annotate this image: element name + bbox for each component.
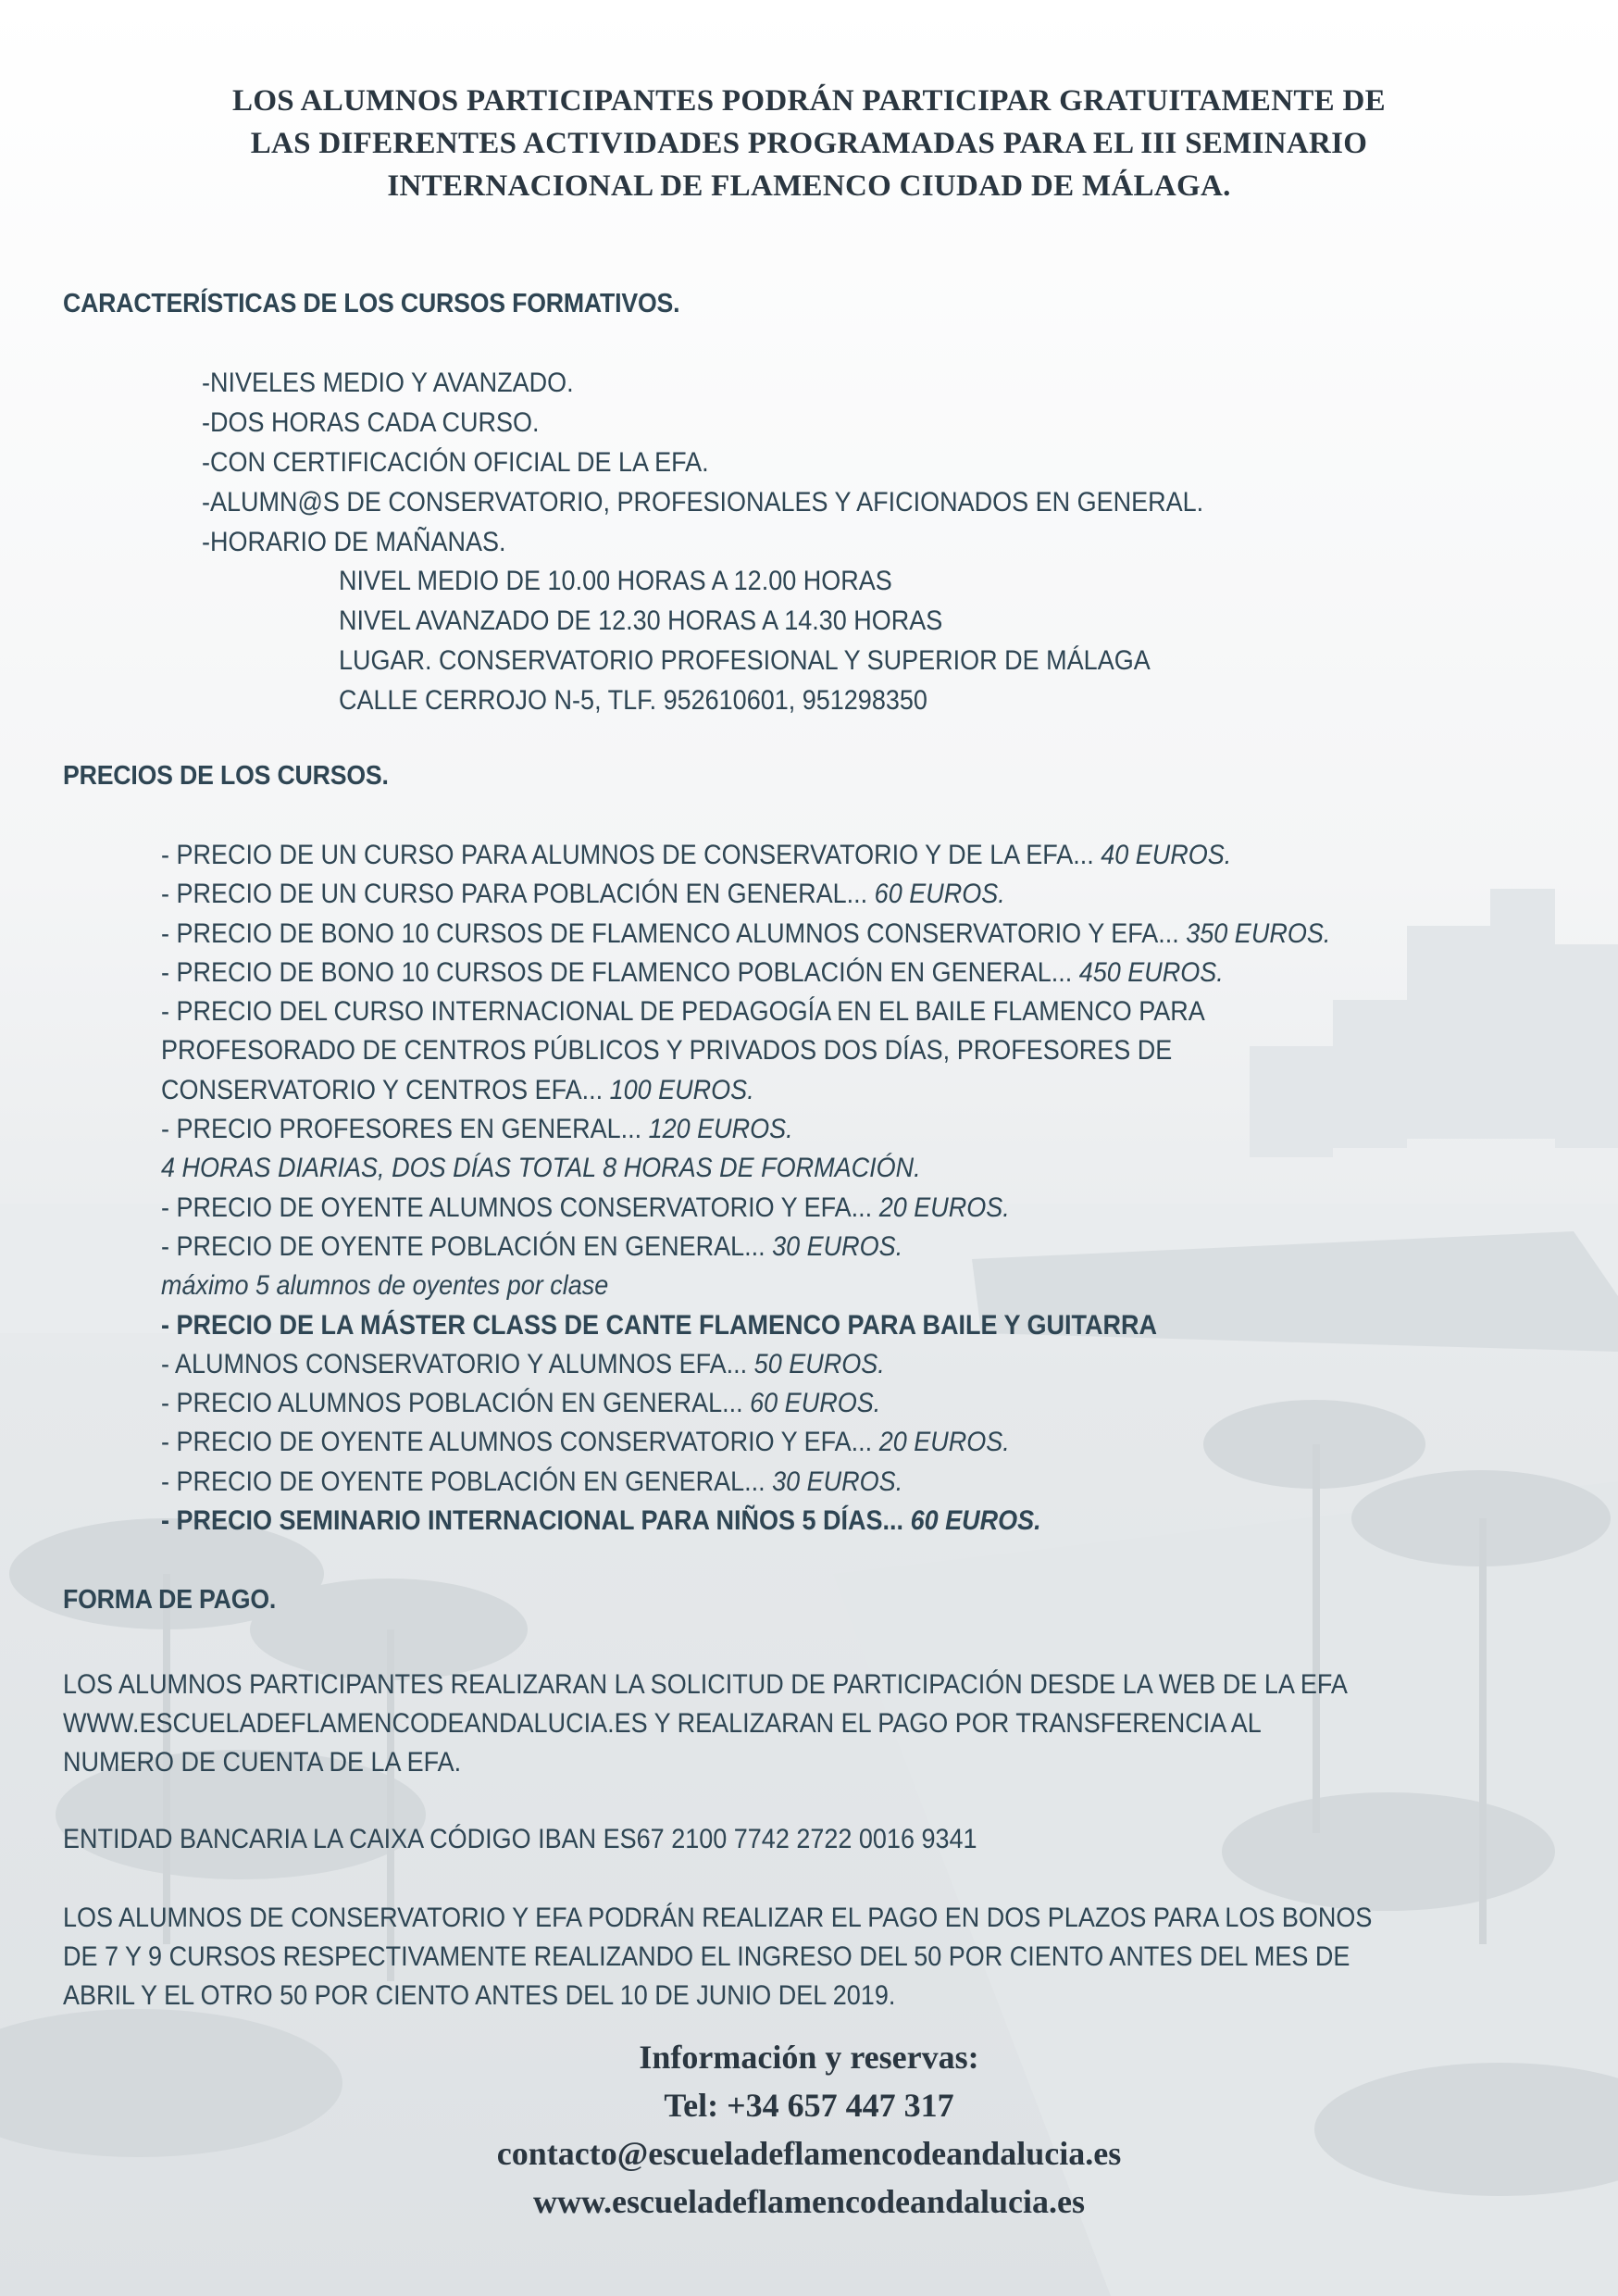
price-line bbox=[161, 1306, 1330, 1345]
paragraph-line: NUMERO DE CUENTA DE LA EFA. bbox=[63, 1747, 462, 1778]
list-item: -CON CERTIFICACIÓN OFICIAL DE LA EFA. bbox=[202, 447, 709, 478]
price-desc: - PRECIO DE LA MÁSTER CLASS DE CANTE FLAMENCO PARA BAILE Y GUITARRA bbox=[161, 1309, 1158, 1341]
detail-line: NIVEL AVANZADO DE 12.30 HORAS A 14.30 HORAS bbox=[339, 605, 943, 636]
detail-line: NIVEL MEDIO DE 10.00 HORAS A 12.00 HORAS bbox=[339, 566, 892, 596]
precios-title: PRECIOS DE LOS CURSOS. bbox=[63, 761, 389, 791]
paragraph-line: ABRIL Y EL OTRO 50 POR CIENTO ANTES DEL 10 DE JUNIO DEL 2019. bbox=[63, 1980, 896, 2011]
forma-pago-title: FORMA DE PAGO. bbox=[63, 1585, 277, 1615]
detail-line: LUGAR. CONSERVATORIO PROFESIONAL Y SUPERIOR DE MÁLAGA bbox=[339, 645, 1151, 676]
price-amount: 30 EUROS. bbox=[765, 1230, 903, 1262]
price-line bbox=[161, 1031, 1330, 1070]
contact-heading: Información y reservas: bbox=[639, 2039, 979, 2076]
price-amount: 40 EUROS. bbox=[1093, 840, 1232, 870]
precios-list bbox=[161, 836, 1461, 1541]
contact-phone[interactable]: Tel: +34 657 447 317 bbox=[664, 2087, 954, 2124]
price-line bbox=[161, 875, 1330, 914]
headline-line: LOS ALUMNOS PARTICIPANTES PODRÁN PARTICIPAR GRATUITAMENTE DE bbox=[232, 84, 1386, 118]
price-amount: 100 EUROS. bbox=[603, 1074, 754, 1105]
list-item: -HORARIO DE MAÑANAS. bbox=[202, 527, 506, 557]
price-amount: 50 EUROS. bbox=[747, 1348, 885, 1379]
plazos-paragraph bbox=[63, 1899, 1518, 2015]
price-line bbox=[161, 1071, 1330, 1110]
price-desc: - PRECIO SEMINARIO INTERNACIONAL PARA NIÑOS 5 DÍAS... bbox=[161, 1505, 904, 1537]
price-amount: 20 EUROS. bbox=[872, 1192, 1010, 1223]
price-desc: - PRECIO DE UN CURSO PARA ALUMNOS DE CONSERVATORIO Y DE LA EFA... bbox=[161, 840, 1094, 870]
horario-details bbox=[339, 561, 1240, 720]
price-desc: PROFESORADO DE CENTROS PÚBLICOS Y PRIVADOS DOS DÍAS, PROFESORES DE bbox=[161, 1035, 1173, 1067]
price-amount: 60 EUROS. bbox=[742, 1388, 881, 1419]
price-note bbox=[161, 1149, 1330, 1188]
caracteristicas-title: CARACTERÍSTICAS DE LOS CURSOS FORMATIVOS. bbox=[63, 289, 680, 318]
headline-line: LAS DIFERENTES ACTIVIDADES PROGRAMADAS PARA EL III SEMINARIO bbox=[250, 127, 1368, 160]
price-line bbox=[161, 1228, 1330, 1267]
paragraph-line: LOS ALUMNOS PARTICIPANTES REALIZARAN LA SOLICITUD DE PARTICIPACIÓN DESDE LA WEB DE LA EFA bbox=[63, 1669, 1348, 1700]
price-amount: máximo 5 alumnos de oyentes por clase bbox=[161, 1270, 609, 1302]
price-desc: - PRECIO DE OYENTE POBLACIÓN EN GENERAL... bbox=[161, 1466, 765, 1497]
forma-pago-paragraph bbox=[63, 1666, 1490, 1782]
price-desc: - ALUMNOS CONSERVATORIO Y ALUMNOS EFA... bbox=[161, 1348, 748, 1379]
paragraph-line: ENTIDAD BANCARIA LA CAIXA CÓDIGO IBAN ES67 2100 7742 2722 0016 9341 bbox=[63, 1824, 977, 1854]
price-note bbox=[161, 1267, 1330, 1305]
price-line bbox=[161, 1463, 1330, 1502]
price-amount: 30 EUROS. bbox=[765, 1466, 903, 1497]
paragraph-line: DE 7 Y 9 CURSOS RESPECTIVAMENTE REALIZANDO EL INGRESO DEL 50 POR CIENTO ANTES DEL MES DE bbox=[63, 1941, 1350, 1972]
price-desc: - PRECIO DE BONO 10 CURSOS DE FLAMENCO ALUMNOS CONSERVATORIO Y EFA... bbox=[161, 917, 1179, 949]
price-desc: - PRECIO DE UN CURSO PARA POBLACIÓN EN GENERAL... bbox=[161, 879, 868, 910]
price-desc: CONSERVATORIO Y CENTROS EFA... bbox=[161, 1074, 604, 1105]
paragraph-line: LOS ALUMNOS DE CONSERVATORIO Y EFA PODRÁN REALIZAR EL PAGO EN DOS PLAZOS PARA LOS BONOS bbox=[63, 1903, 1373, 1933]
price-line bbox=[161, 1384, 1330, 1423]
price-line bbox=[161, 1189, 1330, 1228]
price-line bbox=[161, 1502, 1330, 1541]
headline bbox=[65, 80, 1553, 207]
price-desc: - PRECIO DE OYENTE POBLACIÓN EN GENERAL... bbox=[161, 1230, 765, 1262]
price-amount: 4 HORAS DIARIAS, DOS DÍAS TOTAL 8 HORAS DE FORMACIÓN. bbox=[161, 1153, 921, 1184]
price-line bbox=[161, 954, 1330, 992]
price-amount: 120 EUROS. bbox=[641, 1114, 793, 1145]
contact-email-link[interactable]: contacto@escueladeflamencodeandalucia.es bbox=[496, 2135, 1122, 2172]
price-desc: - PRECIO DEL CURSO INTERNACIONAL DE PEDAGOGÍA EN EL BAILE FLAMENCO PARA bbox=[161, 996, 1205, 1028]
price-amount: 60 EUROS. bbox=[867, 879, 1005, 910]
contact-block bbox=[0, 2033, 1618, 2226]
list-item: -DOS HORAS CADA CURSO. bbox=[202, 407, 540, 438]
list-item: -ALUMN@S DE CONSERVATORIO, PROFESIONALES Y AFICIONADOS EN GENERAL. bbox=[202, 487, 1204, 518]
price-amount: 20 EUROS. bbox=[872, 1427, 1010, 1458]
bank-paragraph bbox=[63, 1820, 1078, 1859]
list-item: -NIVELES MEDIO Y AVANZADO. bbox=[202, 368, 574, 398]
detail-line: CALLE CERROJO N-5, TLF. 952610601, 951298350 bbox=[339, 685, 927, 716]
price-amount: 450 EUROS. bbox=[1072, 956, 1224, 988]
price-desc: - PRECIO PROFESORES EN GENERAL... bbox=[161, 1114, 642, 1145]
price-amount: 350 EUROS. bbox=[1178, 917, 1331, 949]
price-line bbox=[161, 1345, 1330, 1384]
price-desc: - PRECIO DE OYENTE ALUMNOS CONSERVATORIO Y EFA... bbox=[161, 1192, 873, 1223]
price-line bbox=[161, 992, 1330, 1031]
caracteristicas-list bbox=[202, 363, 1314, 562]
price-desc: - PRECIO DE BONO 10 CURSOS DE FLAMENCO POBLACIÓN EN GENERAL... bbox=[161, 956, 1073, 988]
price-desc: - PRECIO ALUMNOS POBLACIÓN EN GENERAL... bbox=[161, 1388, 743, 1419]
price-line bbox=[161, 1110, 1330, 1149]
price-line bbox=[161, 836, 1330, 875]
price-line bbox=[161, 1423, 1330, 1462]
headline-line: INTERNACIONAL DE FLAMENCO CIUDAD DE MÁLAGA. bbox=[387, 169, 1231, 203]
price-desc: - PRECIO DE OYENTE ALUMNOS CONSERVATORIO Y EFA... bbox=[161, 1427, 873, 1458]
price-line bbox=[161, 915, 1330, 954]
contact-website-link[interactable]: www.escueladeflamencodeandalucia.es bbox=[533, 2183, 1085, 2220]
paragraph-line: WWW.ESCUELADEFLAMENCODEANDALUCIA.ES Y REALIZARAN EL PAGO POR TRANSFERENCIA AL bbox=[63, 1708, 1262, 1739]
price-amount: 60 EUROS. bbox=[903, 1505, 1041, 1537]
